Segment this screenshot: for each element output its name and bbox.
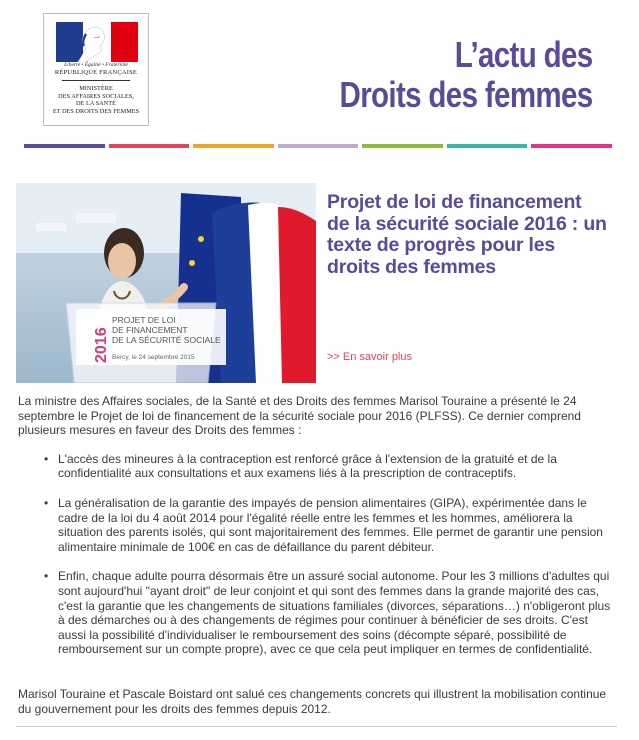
ministry-name: MINISTÈRE DES AFFAIRES SOCIALES, DE LA SANTÉ ET DES DROITS DES FEMMES bbox=[52, 85, 140, 115]
list-item: • La généralisation de la garantie des impayés de pension alimentaires (GIPA), expérimentée dans le cadre de la loi du 4 août 2014 pour l'égalité réelle entre les femmes et les hommes, améliorera la situation des parents isolés, qui sont majoritairement des femmes. Elle permet de garantir une pension alimentaire minimale de 100€ en cas de défaillance du parent débiteur. bbox=[58, 496, 618, 554]
bottom-divider bbox=[16, 726, 617, 727]
read-more-link[interactable]: >> En savoir plus bbox=[327, 351, 412, 363]
podium-line1-text: PROJET DE LOI bbox=[112, 315, 176, 325]
stripe-orange bbox=[193, 144, 274, 148]
stripe-purple bbox=[24, 144, 105, 148]
stripe-lilac bbox=[278, 144, 359, 148]
ministry-logo bbox=[43, 13, 149, 126]
press-conference-illustration bbox=[16, 183, 316, 383]
stripe-green bbox=[362, 144, 443, 148]
republique-francaise-label: RÉPUBLIQUE FRANÇAISE bbox=[54, 69, 138, 76]
podium-line2-text: DE FINANCEMENT bbox=[112, 325, 188, 335]
article-closing: Marisol Touraine et Pascale Boistard ont salué ces changements concrets qui illustrent la mobilisation continue du gouvernement pour les droits des femmes depuis 2012. bbox=[18, 687, 607, 716]
newsletter-title-line1: L’actu des bbox=[455, 34, 593, 75]
article-body bbox=[18, 394, 618, 672]
podium-year-text: 2016 bbox=[93, 327, 110, 363]
article-photo[interactable] bbox=[16, 183, 316, 383]
article-title[interactable]: Projet de loi de financement de la sécurité sociale 2016 : un texte de progrès pour les droits des femmes bbox=[327, 191, 607, 278]
republic-motto: Liberté • Égalité • Fraternité bbox=[64, 62, 128, 68]
list-item: • Enfin, chaque adulte pourra désormais être un assuré social autonome. Pour les 3 millions d'adultes qui sont aujourd'hui "ayant droit" de leur conjoint et qui sont des femmes dans la grande majorité des cas, c'est la garantie que les changements de situations familiales (divorces, séparations…) n'obligeront plus à des démarches ou à des changements de régimes pour continuer à bénéficier de ses droits. C'est aussi la possibilité d'individualiser le remboursement des soins (décompte séparé, possibilité de remboursement sur un compte propre), avec ce que cela peut impliquer en termes de confidentialité. bbox=[58, 569, 618, 657]
list-item: • L'accès des mineures à la contraception est renforcé grâce à l'extension de la gratuité et de la confidentialité aux consultations et aux examens liés à la prescription de contraceptifs. bbox=[58, 452, 618, 481]
color-stripe-bar bbox=[24, 144, 612, 148]
newsletter-title bbox=[340, 35, 593, 115]
logo-divider bbox=[62, 80, 130, 81]
marianne-logo-icon bbox=[56, 22, 138, 62]
podium-line3-text: DE LA SÉCURITÉ SOCIALE bbox=[112, 335, 221, 345]
stripe-pink bbox=[531, 144, 612, 148]
podium-date-text: Bercy, le 24 septembre 2015 bbox=[112, 354, 195, 361]
newsletter-title-line2: Droits des femmes bbox=[340, 74, 593, 115]
stripe-teal bbox=[447, 144, 528, 148]
article-intro: La ministre des Affaires sociales, de la Santé et des Droits des femmes Marisol Touraine a présenté le 24 septembre le Projet de loi de financement de la sécurité sociale pour 2016 (PLFSS). Ce dernier comprend plusieurs mesures en faveur des Droits des femmes : bbox=[18, 394, 581, 438]
measures-list bbox=[18, 452, 618, 657]
stripe-red bbox=[109, 144, 190, 148]
